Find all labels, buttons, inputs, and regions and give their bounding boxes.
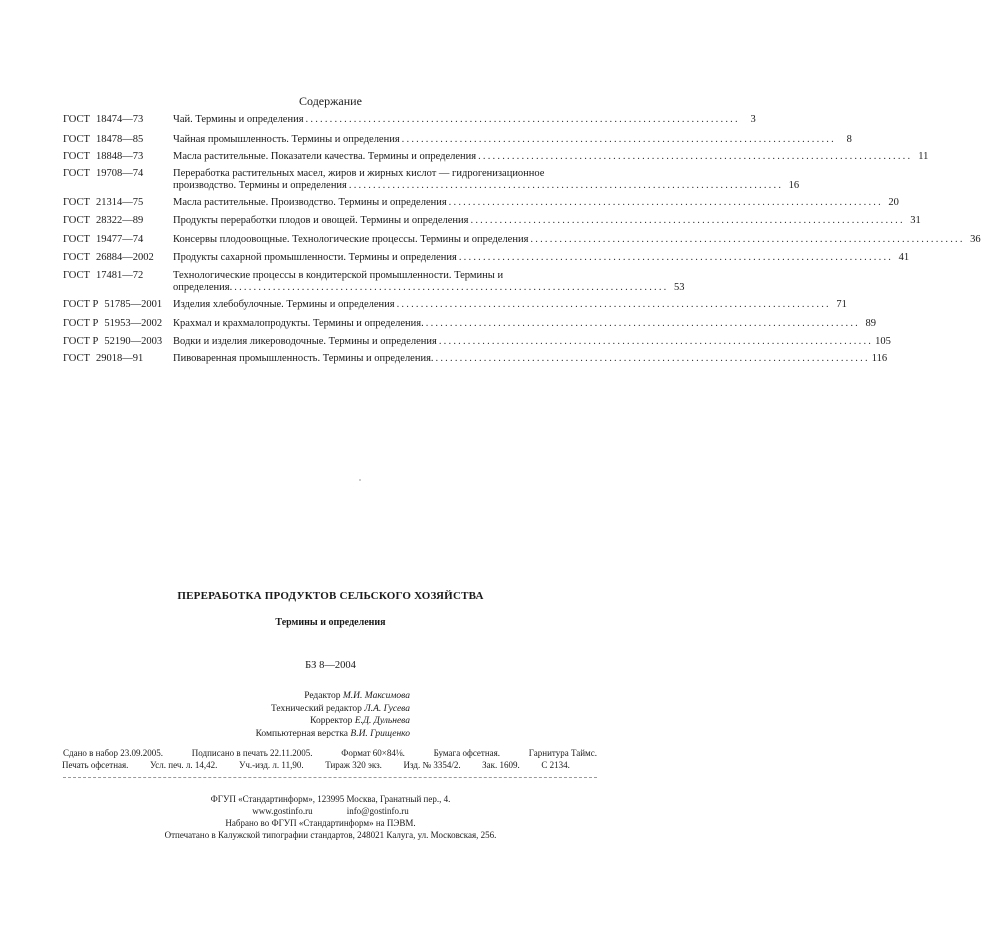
page-number: 105 xyxy=(875,336,891,347)
page-number: 89 xyxy=(865,318,876,329)
entry-title: Масла растительные. Показатели качества. Термины и определения xyxy=(173,151,477,162)
entry-title: Изделия хлебобулочные. Термины и определения xyxy=(173,299,395,310)
page-number: 116 xyxy=(871,353,888,364)
book-code: БЗ 8—2004 xyxy=(305,660,356,671)
credit-line: Корректор Е.Д. Дульнева xyxy=(310,716,410,726)
credit-line: Редактор М.И. Максимова xyxy=(304,691,410,701)
entry-title: Масла растительные. Производство. Термины и определения xyxy=(173,197,447,208)
page-number: 8 xyxy=(846,134,852,145)
imprint-line-1: Сдано в набор 23.09.2005. Подписано в печать 22.11.2005. Формат 60×84⅛. Бумага офсетная. Гарнитура Таймс. xyxy=(63,748,597,758)
entry-title-line: Технологические процессы в кондитерской промышленности. Термины и xyxy=(173,270,504,281)
entry-title-line: Переработка растительных масел, жиров и жирных кислот — гидрогенизационное xyxy=(173,168,545,179)
standard-number: ГОСТ Р 52190—2003 xyxy=(63,336,163,347)
page-number: 16 xyxy=(788,180,800,191)
dot-leader: .......................................................................................... xyxy=(396,299,831,310)
page-number: 20 xyxy=(888,197,899,208)
entry-title: Крахмал и крахмалопродукты. Термины и определения. xyxy=(173,318,424,329)
standard-number: ГОСТ 19708—74 xyxy=(63,168,144,179)
entry-title: Водки и изделия ликероводочные. Термины и определения xyxy=(173,336,437,347)
book-subtitle: Термины и определения xyxy=(275,617,386,628)
page-number: 53 xyxy=(674,282,685,293)
credit-line: Компьютерная верстка В.И. Грищенко xyxy=(255,728,410,739)
entry-title: Пивоваренная промышленность. Термины и определения. xyxy=(173,353,434,364)
dot-leader: .......................................................................................... xyxy=(425,318,860,329)
email-link[interactable]: info@gostinfo.ru xyxy=(346,806,409,816)
dot-leader: .......................................................................................... xyxy=(348,180,784,191)
standard-number: ГОСТ 19477—74 xyxy=(63,234,144,245)
entry-title: Продукты переработки плодов и овощей. Термины и определения xyxy=(173,215,469,226)
page-number: 11 xyxy=(918,151,929,162)
entry-title: Чайная промышленность. Термины и определения xyxy=(173,134,400,145)
dot-leader: .......................................................................................... xyxy=(458,252,894,263)
dot-leader: .......................................................................................... xyxy=(401,134,836,145)
standard-number: ГОСТ 18474—73 xyxy=(63,114,144,125)
printer-note: Отпечатано в Калужской типографии стандартов, 248021 Калуга, ул. Московская, 256. xyxy=(164,830,497,840)
page-number: 41 xyxy=(898,252,910,263)
typeset-note: Набрано во ФГУП «Стандартинформ» на ПЭВМ. xyxy=(225,818,416,828)
speck xyxy=(359,479,361,481)
credits-block xyxy=(170,690,410,740)
entry-title: Продукты сахарной промышленности. Термины и определения xyxy=(173,252,457,263)
toc-title: Содержание xyxy=(299,94,362,108)
dot-leader: .......................................................................................... xyxy=(438,336,874,347)
dot-leader: .......................................................................................... xyxy=(530,234,965,245)
page-number: 36 xyxy=(970,234,981,245)
dot-leader: .......................................................................................... xyxy=(435,353,870,364)
entry-title: Консервы плодоовощные. Технологические процессы. Термины и определения xyxy=(173,234,529,245)
dot-leader: .......................................................................................... xyxy=(478,151,913,162)
publisher-block xyxy=(0,793,661,841)
entry-title: производство. Термины и определения xyxy=(173,180,347,191)
standard-number: ГОСТ 29018—91 xyxy=(63,353,144,364)
publisher-address: ФГУП «Стандартинформ», 123995 Москва, Гранатный пер., 4. xyxy=(210,794,451,804)
imprint-line-2: Печать офсетная. Усл. печ. л. 14,42. Уч.-изд. л. 11,90. Тираж 320 экз. Изд. № 3354/2. Зак. 1609. С 2134. xyxy=(62,760,570,770)
entry-title: определения. xyxy=(173,282,233,293)
dot-leader: .......................................................................................... xyxy=(448,197,883,208)
standard-number: ГОСТ Р 51785—2001 xyxy=(63,299,163,310)
page-number: 3 xyxy=(750,114,756,125)
publisher-contacts xyxy=(0,805,661,817)
standard-number: ГОСТ 18848—73 xyxy=(63,151,144,162)
page-number: 31 xyxy=(910,215,921,226)
book-title: ПЕРЕРАБОТКА ПРОДУКТОВ СЕЛЬСКОГО ХОЗЯЙСТВА xyxy=(177,590,484,602)
divider xyxy=(63,777,597,778)
website-link[interactable]: www.gostinfo.ru xyxy=(252,806,313,816)
entry-title: Чай. Термины и определения xyxy=(173,114,304,125)
standard-number: ГОСТ Р 51953—2002 xyxy=(63,318,163,329)
standard-number: ГОСТ 18478—85 xyxy=(63,134,144,145)
standard-number: ГОСТ 26884—2002 xyxy=(63,252,154,263)
standard-number: ГОСТ 21314—75 xyxy=(63,197,144,208)
dot-leader: .......................................................................................... xyxy=(234,282,669,293)
dot-leader: .......................................................................................... xyxy=(305,114,740,125)
standard-number: ГОСТ 28322—89 xyxy=(63,215,144,226)
credit-line: Технический редактор Л.А. Гусева xyxy=(270,703,410,714)
dot-leader: .......................................................................................... xyxy=(470,215,905,226)
standard-number: ГОСТ 17481—72 xyxy=(63,270,144,281)
page-number: 71 xyxy=(836,299,847,310)
